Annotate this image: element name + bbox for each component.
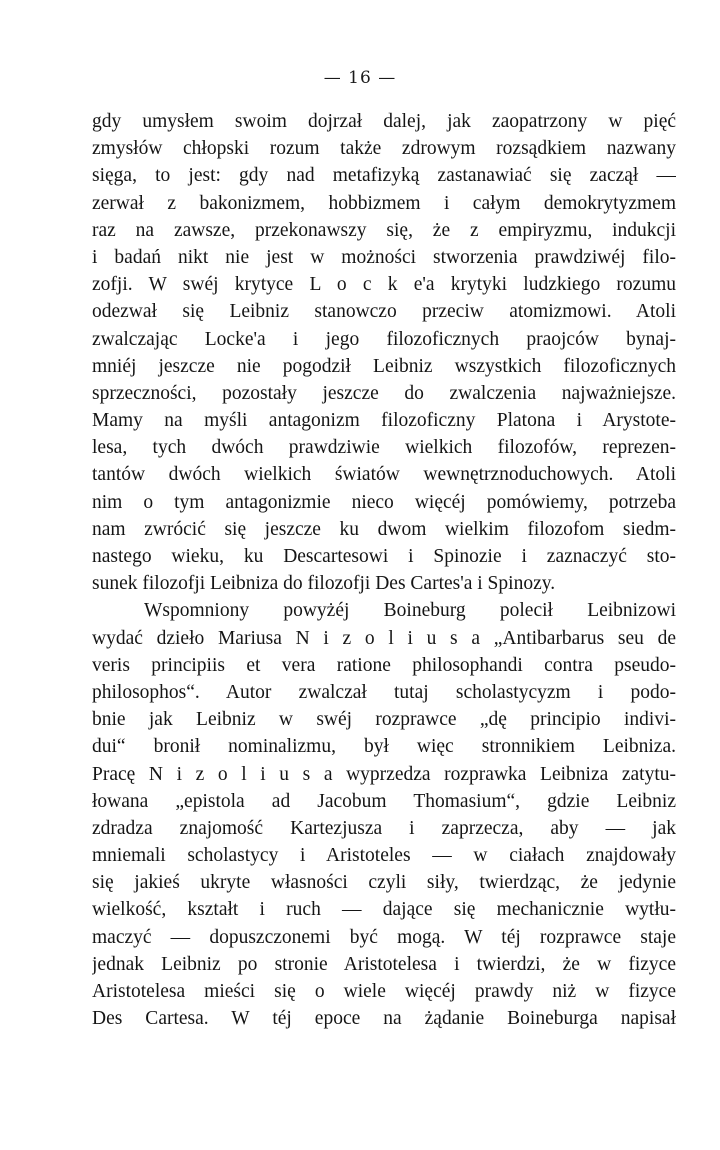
text-line: bnie jak Leibniz w swéj rozprawce „dę principio indivi- [92, 709, 676, 731]
text-line: zerwał z bakonizmem, hobbizmem i całym demokrytyzmem [92, 192, 676, 214]
text-line: zmysłów chłopski rozum także zdrowym rozsądkiem nazwany [92, 138, 676, 160]
text-line: Wspomniony powyżéj Boineburg polecił Leibnizowi [144, 600, 676, 622]
text-line: wydać dzieło Mariusa N i z o l i u s a „Antibarbarus seu de [92, 627, 676, 649]
body-text [92, 108, 676, 1032]
text-line: nim o tym antagonizmie nieco więcéj pomówiemy, potrzeba [92, 491, 676, 513]
text-line: nam zwrócić się jeszcze ku dwom wielkim filozofom siedm- [92, 518, 676, 540]
text-line: sunek filozofji Leibniza do filozofji Des Cartes'a i Spinozy. [92, 573, 556, 595]
text-line: dui“ bronił nominalizmu, był więc stronnikiem Leibniza. [92, 736, 676, 758]
text-line: łowana „epistola ad Jacobum Thomasium“, gdzie Leibniz [92, 790, 676, 812]
text-line: sprzeczności, pozostały jeszcze do zwalczenia najważniejsze. [92, 382, 676, 404]
text-line: veris principiis et vera ratione philosophandi contra pseudo- [92, 654, 676, 676]
text-line: raz na zawsze, przekonawszy się, że z empiryzmu, indukcji [92, 219, 676, 241]
text-line: Des Cartesa. W téj epoce na żądanie Boineburga napisał [92, 1008, 676, 1030]
text-line: się jakieś ukryte własności czyli siły, twierdząc, że jedynie [92, 872, 676, 894]
text-line: zwalczając Locke'a i jego filozoficznych praojców bynaj- [92, 328, 676, 350]
text-line: lesa, tych dwóch prawdziwie wielkich filozofów, reprezen- [92, 437, 676, 459]
text-line: i badań nikt nie jest w możności stworzenia prawdziwéj filo- [92, 246, 676, 268]
text-line: gdy umysłem swoim dojrzał dalej, jak zaopatrzony w pięć [92, 111, 676, 132]
text-line: Aristotelesa mieści się o wiele więcéj prawdy niż w fizyce [92, 981, 676, 1002]
text-line: philosophos“. Autor zwalczał tutaj scholastycyzm i podo- [92, 681, 676, 703]
text-line: zofji. W swéj krytyce L o c k e'a krytyki ludzkiego rozumu [92, 274, 676, 296]
text-line: wielkość, kształt i ruch — dające się mechanicznie wytłu- [92, 899, 676, 921]
text-line: sięga, to jest: gdy nad metafizyką zastanawiać się zaczął — [92, 165, 676, 187]
text-line: nastego wieku, ku Descartesowi i Spinozie i zaznaczyć sto- [92, 546, 676, 567]
text-line: zdradza znajomość Kartezjusza i zaprzecza, aby — jak [92, 817, 676, 839]
text-line: jednak Leibniz po stronie Aristotelesa i twierdzi, że w fizyce [92, 953, 676, 975]
text-line: mniéj jeszcze nie pogodził Leibniz wszystkich filozoficznych [92, 355, 676, 377]
text-line: Mamy na myśli antagonizm filozoficzny Platona i Arystote- [92, 410, 676, 432]
text-line: mniemali scholastycy i Aristoteles — w ciałach znajdowały [92, 845, 676, 867]
text-line: Pracę N i z o l i u s a wyprzedza rozprawka Leibniza zatytu- [92, 763, 676, 785]
text-line: maczyć — dopuszczonemi być mogą. W téj rozprawce staje [92, 926, 676, 948]
text-line: odezwał się Leibniz stanowczo przeciw atomizmowi. Atoli [92, 301, 676, 323]
text-line: tantów dwóch wielkich światów wewnętrznoduchowych. Atoli [92, 464, 676, 486]
page-number: — 16 — [323, 68, 397, 88]
